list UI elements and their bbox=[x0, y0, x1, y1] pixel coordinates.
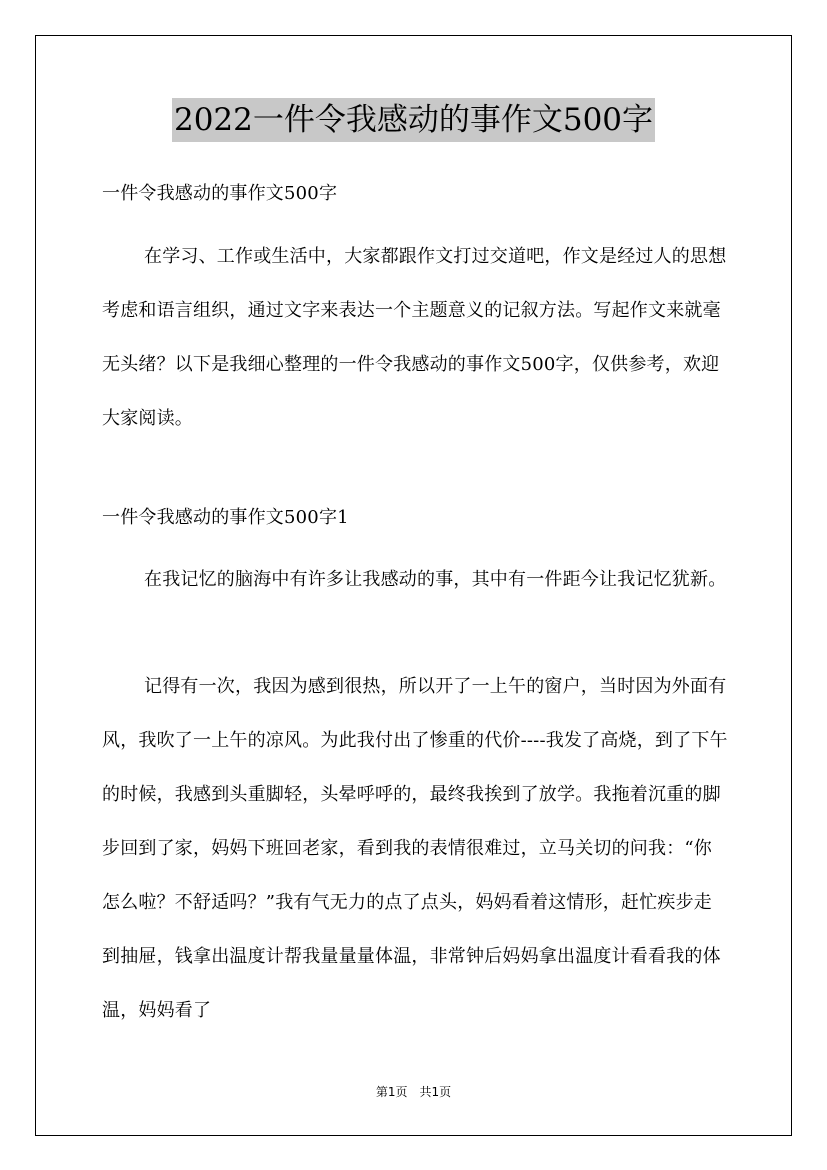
title-container bbox=[0, 98, 827, 142]
essay-1-paragraph-2: 记得有一次，我因为感到很热，所以开了一上午的窗户，当时因为外面有风，我吹了一上午的凉风。为此我付出了惨重的代价----我发了高烧，到了下午的时候，我感到头重脚轻，头晕呼呼的，最终我挨到了放学。我拖着沉重的脚步回到了家，妈妈下班回老家，看到我的表情很难过，立马关切的问我：“你怎么啦？不舒适吗？”我有气无力的点了点头，妈妈看着这情形，赶忙疾步走到抽屉，钱拿出温度计帮我量量量体温，非常钟后妈妈拿出温度计看看我的体温，妈妈看了 bbox=[102, 676, 728, 1021]
intro-heading: 一件令我感动的事作文500字 bbox=[102, 183, 338, 204]
page-footer: 第1页 共1页 bbox=[375, 1085, 452, 1099]
essay-1-heading: 一件令我感动的事作文500字1 bbox=[102, 507, 349, 528]
document-title: 2022一件令我感动的事作文500字 bbox=[172, 98, 655, 142]
essay-1-paragraph-1: 在我记忆的脑海中有许多让我感动的事，其中有一件距今让我记忆犹新。 bbox=[144, 569, 727, 590]
intro-paragraph: 在学习、工作或生活中，大家都跟作文打过交道吧，作文是经过人的思想考虑和语言组织，通过文字来表达一个主题意义的记叙方法。写起作文来就毫无头绪？以下是我细心整理的一件令我感动的事作文500字，仅供参考，欢迎大家阅读。 bbox=[102, 246, 727, 429]
